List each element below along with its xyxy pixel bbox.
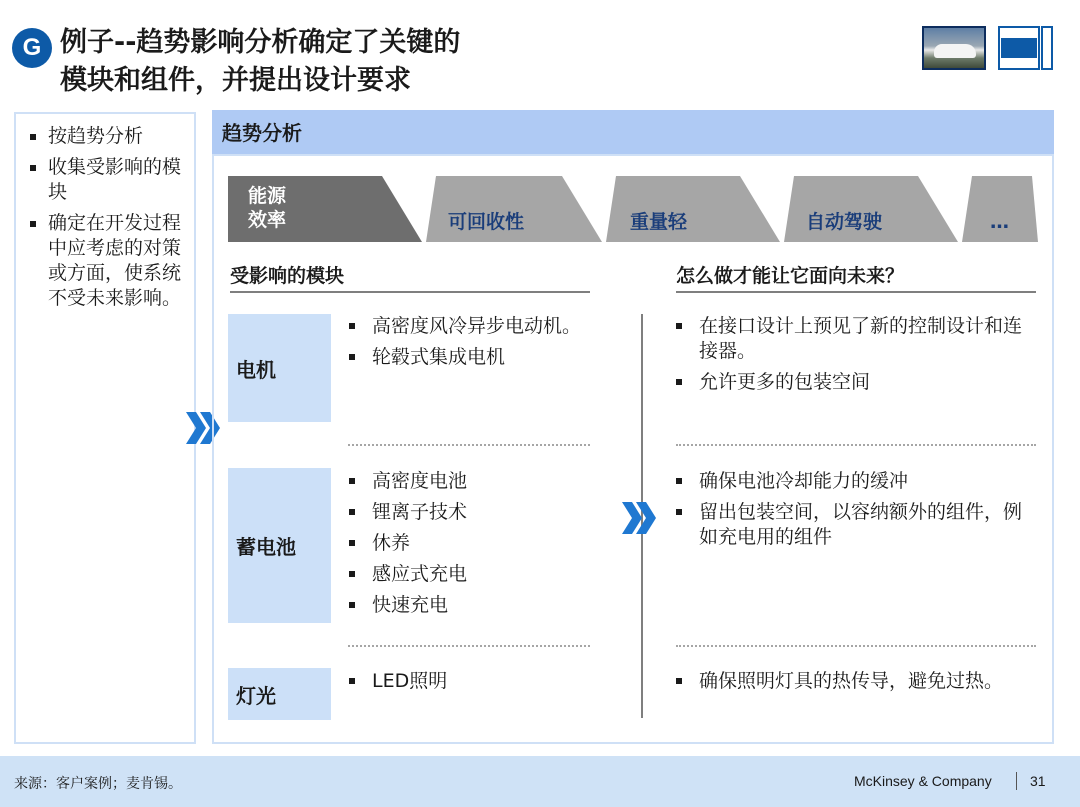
row-divider: [676, 444, 1036, 446]
affected-modules-underline: [230, 291, 590, 293]
affected-modules-header: 受影响的模块: [230, 265, 345, 287]
footer-separator: [1016, 772, 1017, 790]
layout-icon: [998, 26, 1054, 70]
lighting-measures-list: [673, 669, 1029, 700]
list-item: 允许更多的包装空间: [673, 370, 1029, 395]
list-item: LED照明: [346, 669, 596, 694]
motor-affected-list: [346, 314, 596, 376]
battery-affected-list: [346, 469, 596, 624]
tab-label-line: 效率: [248, 209, 287, 231]
battery-measures-list: [673, 469, 1029, 556]
motor-measures-list: [673, 314, 1029, 401]
list-item: 轮毂式集成电机: [346, 345, 596, 370]
title-line-1: 例子--趋势影响分析确定了关键的: [60, 27, 461, 58]
tab-energy-efficiency: [248, 184, 286, 232]
list-item: 快速充电: [346, 593, 596, 618]
module-motor: 电机: [228, 314, 331, 422]
trend-tabs: [228, 176, 1038, 242]
trend-analysis-header: 趋势分析: [212, 110, 1054, 156]
future-proof-header: 怎么做才能让它面向未来？: [676, 265, 905, 287]
section-badge: G: [12, 28, 52, 68]
tab-label-line: 能源: [248, 185, 287, 207]
future-proof-underline: [676, 291, 1036, 293]
summary-bullet: 按趋势分析: [22, 124, 188, 149]
page-number: 31: [1030, 773, 1046, 789]
tab-autonomous-driving: 自动驾驶: [806, 211, 883, 233]
tab-lightweight: 重量轻: [630, 211, 688, 233]
title-line-2: 模块和组件，并提出设计要求: [60, 65, 411, 96]
list-item: 休养: [346, 531, 596, 556]
module-lighting: 灯光: [228, 668, 331, 720]
double-chevron-right-icon: [620, 498, 660, 538]
list-item: 留出包装空间，以容纳额外的组件，例如充电用的组件: [673, 500, 1029, 550]
list-item: 在接口设计上预见了新的控制设计和连接器。: [673, 314, 1029, 364]
list-item: 确保照明灯具的热传导，避免过热。: [673, 669, 1029, 694]
tab-more: …: [990, 211, 1009, 233]
lighting-affected-list: [346, 669, 596, 700]
list-item: 确保电池冷却能力的缓冲: [673, 469, 1029, 494]
tab-recyclability: 可回收性: [448, 211, 525, 233]
page-title: [60, 24, 460, 100]
row-divider: [348, 645, 590, 647]
list-item: 感应式充电: [346, 562, 596, 587]
row-divider: [676, 645, 1036, 647]
source-note: 来源：客户案例；麦肯锡。: [14, 776, 182, 792]
car-thumbnail-image: [922, 26, 986, 70]
list-item: 锂离子技术: [346, 500, 596, 525]
list-item: 高密度电池: [346, 469, 596, 494]
left-summary-panel: [14, 112, 196, 744]
company-name: McKinsey & Company: [854, 773, 992, 789]
list-item: 高密度风冷异步电动机。: [346, 314, 596, 339]
module-battery: 蓄电池: [228, 468, 331, 623]
summary-bullet: 确定在开发过程中应考虑的对策或方面，使系统不受未来影响。: [22, 211, 188, 311]
summary-bullet: 收集受影响的模块: [22, 155, 188, 205]
row-divider: [348, 444, 590, 446]
